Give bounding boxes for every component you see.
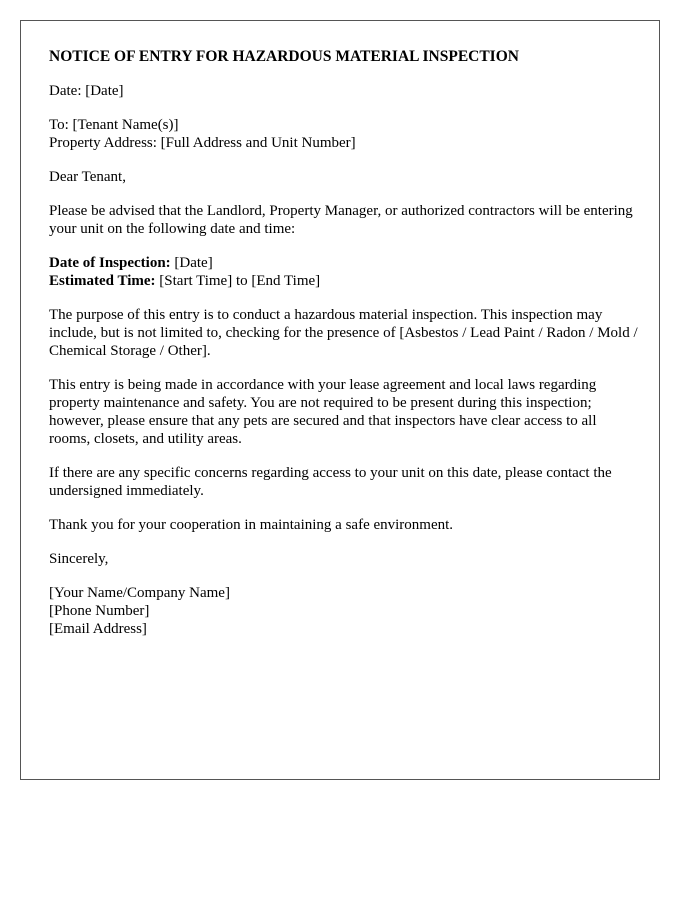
intro-paragraph: Please be advised that the Landlord, Property Manager, or authorized contractors will be entering your unit on the following date and time: <box>49 203 633 237</box>
signature-block <box>49 584 641 638</box>
estimated-time-label: Estimated Time: <box>49 273 156 289</box>
schedule-block <box>49 254 641 290</box>
letter-body <box>49 48 641 654</box>
signature-email: [Email Address] <box>49 621 147 637</box>
salutation: Dear Tenant, <box>49 169 126 185</box>
date-line: Date: [Date] <box>49 83 124 99</box>
concerns-paragraph: If there are any specific concerns regarding access to your unit on this date, please contact the undersigned immediately. <box>49 465 612 499</box>
signature-phone: [Phone Number] <box>49 603 150 619</box>
signature-name: [Your Name/Company Name] <box>49 585 230 601</box>
thanks-paragraph: Thank you for your cooperation in maintaining a safe environment. <box>49 517 454 533</box>
estimated-time-line <box>49 272 641 290</box>
inspection-date-line <box>49 254 641 272</box>
estimated-time-value: [Start Time] to [End Time] <box>159 273 321 289</box>
to-line: To: [Tenant Name(s)] <box>49 117 179 133</box>
closing: Sincerely, <box>49 551 109 567</box>
purpose-paragraph: The purpose of this entry is to conduct a hazardous material inspection. This inspection may include, but is not limited to, checking for the presence of [Asbestos / Lead Paint / Radon / Mold / Chemical Storage / Other]. <box>49 307 638 359</box>
letter-title: NOTICE OF ENTRY FOR HAZARDOUS MATERIAL INSPECTION <box>49 48 519 65</box>
letter-page <box>20 20 660 780</box>
accordance-paragraph: This entry is being made in accordance with your lease agreement and local laws regarding property maintenance and safety. You are not required to be present during this inspection; however, please ensure that any pets are secured and that inspectors have clear access to all rooms, closets, and utility areas. <box>49 377 597 447</box>
property-address-line: Property Address: [Full Address and Unit Number] <box>49 135 356 151</box>
inspection-date-label: Date of Inspection: <box>49 255 171 271</box>
recipient-block <box>49 116 641 152</box>
inspection-date-value: [Date] <box>174 255 213 271</box>
